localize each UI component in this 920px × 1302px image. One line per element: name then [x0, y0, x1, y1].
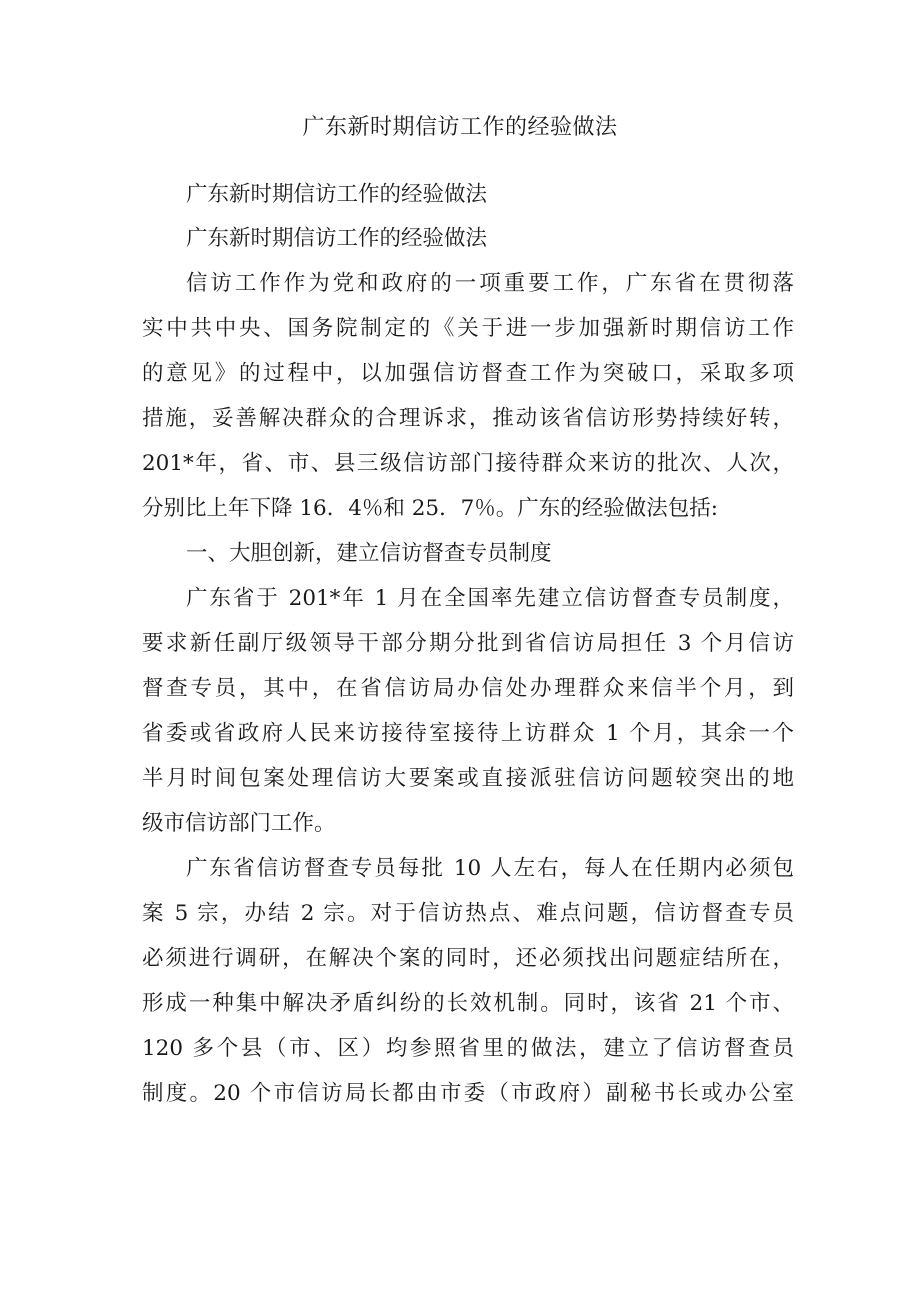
paragraph-line: 的意见》的过程中，以加强信访督查工作为突破口，采取多项: [142, 361, 794, 386]
paragraph-line: 案 5 宗，办结 2 宗。对于信访热点、难点问题，信访督查专员: [142, 901, 794, 926]
paragraph-line: 省委或省政府人民来访接待室接待上访群众 1 个月，其余一个: [142, 721, 794, 746]
paragraph-line: 201*年，省、市、县三级信访部门接待群众来访的批次、人次，: [142, 451, 794, 476]
paragraph-line: 要求新任副厅级领导干部分期分批到省信访局担任 3 个月信访: [142, 631, 794, 656]
paragraph-line: 广东省信访督查专员每批 10 人左右，每人在任期内必须包: [186, 856, 794, 881]
subtitle-line: 广东新时期信访工作的经验做法: [186, 182, 488, 207]
paragraph-line: 信访工作作为党和政府的一项重要工作，广东省在贯彻落: [186, 271, 794, 296]
paragraph-line: 制度。20 个市信访局长都由市委（市政府）副秘书长或办公室: [142, 1081, 794, 1106]
paragraph-line: 分别比上年下降 16．4％和 25．7％。广东的经验做法包括:: [142, 496, 718, 521]
subtitle-line: 广东新时期信访工作的经验做法: [186, 226, 488, 251]
document-title: 广东新时期信访工作的经验做法: [302, 115, 618, 140]
paragraph-line: 实中共中央、国务院制定的《关于进一步加强新时期信访工作: [142, 316, 794, 341]
paragraph-line: 措施，妥善解决群众的合理诉求，推动该省信访形势持续好转，: [142, 406, 794, 431]
paragraph-line: 半月时间包案处理信访大要案或直接派驻信访问题较突出的地: [142, 766, 794, 791]
section-heading: 一、大胆创新，建立信访督查专员制度: [186, 541, 552, 566]
paragraph-line: 广东省于 201*年 1 月在全国率先建立信访督查专员制度，: [186, 586, 794, 611]
paragraph-line: 120 多个县（市、区）均参照省里的做法，建立了信访督查员: [142, 1036, 794, 1061]
paragraph-line: 督查专员，其中，在省信访局办信处办理群众来信半个月，到: [142, 676, 794, 701]
paragraph-line: 级市信访部门工作。: [142, 811, 336, 836]
paragraph-line: 必须进行调研，在解决个案的同时，还必须找出问题症结所在，: [142, 946, 794, 971]
paragraph-line: 形成一种集中解决矛盾纠纷的长效机制。同时，该省 21 个市、: [142, 991, 794, 1016]
